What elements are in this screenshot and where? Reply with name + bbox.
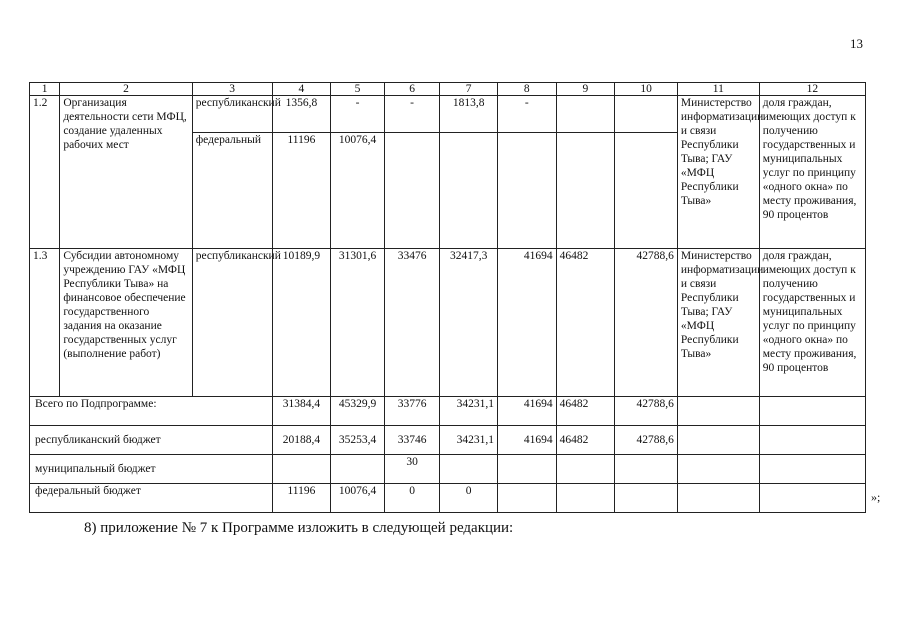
value-cell: 45329,9 (331, 397, 385, 426)
value-cell (556, 455, 615, 484)
value-cell: 41694 (497, 426, 556, 455)
value-cell: 46482 (556, 397, 615, 426)
value-cell: 10189,9 (272, 249, 331, 397)
value-cell (615, 484, 678, 513)
value-cell: 31301,6 (331, 249, 385, 397)
funding-source: федеральный (192, 133, 272, 249)
executor: Министерство информатизации и связи Республики Тыва; ГАУ «МФЦ Республики Тыва» (677, 96, 759, 249)
value-cell: 1813,8 (440, 96, 498, 133)
value-cell: 30 (384, 455, 440, 484)
empty-cell (677, 455, 759, 484)
value-cell (615, 455, 678, 484)
value-cell: 33476 (384, 249, 440, 397)
value-cell (615, 96, 678, 133)
empty-cell (677, 397, 759, 426)
empty-cell (759, 484, 865, 513)
empty-cell (759, 426, 865, 455)
header-cell: 1 (30, 83, 60, 96)
value-cell: 10076,4 (331, 484, 385, 513)
value-cell: 11196 (272, 484, 331, 513)
value-cell: - (331, 96, 385, 133)
value-cell: 34231,1 (440, 397, 498, 426)
indicator: доля граждан, имеющих доступ к получению государственных и муниципальных услуг по принципу «одного окна» по месту проживания, 90 процентов (759, 96, 865, 249)
value-cell (615, 133, 678, 249)
value-cell: 1356,8 (272, 96, 331, 133)
value-cell (556, 484, 615, 513)
value-cell (440, 455, 498, 484)
header-cell: 5 (331, 83, 385, 96)
total-label: федеральный бюджет (30, 484, 273, 513)
header-cell: 11 (677, 83, 759, 96)
value-cell: 0 (384, 484, 440, 513)
header-cell: 10 (615, 83, 678, 96)
value-cell (272, 455, 331, 484)
value-cell: 42788,6 (615, 397, 678, 426)
total-row (30, 484, 866, 513)
total-label: муниципальный бюджет (30, 455, 273, 484)
empty-cell (677, 426, 759, 455)
value-cell (556, 96, 615, 133)
table-row (30, 96, 866, 133)
header-cell: 8 (497, 83, 556, 96)
value-cell (440, 133, 498, 249)
event-name: Организация деятельности сети МФЦ, создание удаленных рабочих мест (60, 96, 192, 249)
header-cell: 2 (60, 83, 192, 96)
value-cell: 41694 (497, 249, 556, 397)
value-cell: 33746 (384, 426, 440, 455)
funding-source: республиканский (192, 96, 272, 133)
value-cell (384, 133, 440, 249)
value-cell: 34231,1 (440, 426, 498, 455)
value-cell: - (384, 96, 440, 133)
value-cell: 46482 (556, 249, 615, 397)
value-cell (497, 484, 556, 513)
header-cell: 4 (272, 83, 331, 96)
value-cell: 0 (440, 484, 498, 513)
value-cell: 20188,4 (272, 426, 331, 455)
value-cell (497, 133, 556, 249)
indicator: доля граждан, имеющих доступ к получению государственных и муниципальных услуг по принципу «одного окна» по месту проживания, 90 процентов (759, 249, 865, 397)
value-cell: 32417,3 (440, 249, 498, 397)
empty-cell (677, 484, 759, 513)
header-row (30, 83, 866, 96)
value-cell (331, 455, 385, 484)
value-cell: 35253,4 (331, 426, 385, 455)
value-cell: 10076,4 (331, 133, 385, 249)
header-cell: 12 (759, 83, 865, 96)
closing-quote: »; (871, 490, 881, 504)
value-cell (497, 455, 556, 484)
event-name: Субсидии автономному учреждению ГАУ «МФЦ Республики Тыва» на финансовое обеспечение государственного задания на оказание государственных услуг (выполнение работ) (60, 249, 192, 397)
empty-cell (759, 397, 865, 426)
header-cell: 3 (192, 83, 272, 96)
header-cell: 6 (384, 83, 440, 96)
total-label: Всего по Подпрограмме: (30, 397, 273, 426)
row-number: 1.3 (30, 249, 60, 397)
subprogram-table (29, 82, 866, 513)
value-cell (556, 133, 615, 249)
funding-source: республиканский (192, 249, 272, 397)
value-cell: 41694 (497, 397, 556, 426)
value-cell: 31384,4 (272, 397, 331, 426)
header-cell: 9 (556, 83, 615, 96)
page-number: 13 (850, 36, 863, 51)
empty-cell (759, 455, 865, 484)
executor: Министерство информатизации и связи Республики Тыва; ГАУ «МФЦ Республики Тыва» (677, 249, 759, 397)
total-row (30, 426, 866, 455)
value-cell: 42788,6 (615, 426, 678, 455)
header-cell: 7 (440, 83, 498, 96)
total-row (30, 397, 866, 426)
row-number: 1.2 (30, 96, 60, 249)
table-row (30, 249, 866, 397)
value-cell: 11196 (272, 133, 331, 249)
instruction-text: 8) приложение № 7 к Программе изложить в следующей редакции: (84, 520, 514, 536)
value-cell: 42788,6 (615, 249, 678, 397)
total-row (30, 455, 866, 484)
value-cell: - (497, 96, 556, 133)
value-cell: 46482 (556, 426, 615, 455)
value-cell: 33776 (384, 397, 440, 426)
total-label: республиканский бюджет (30, 426, 273, 455)
